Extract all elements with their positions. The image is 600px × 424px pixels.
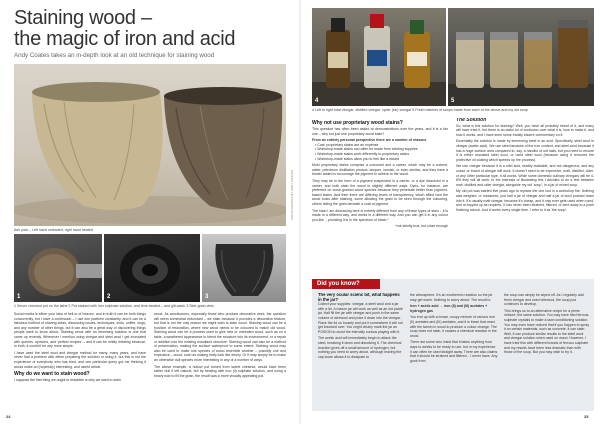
paragraph: the soup can simply be wiped off. As I regularly add fresh vinegar and used wirewool, the soup just continues to develop. <box>504 293 584 307</box>
bullet-item: • Cost: proprietary stains are an expense <box>315 142 379 147</box>
did-you-know-title: Did you know? <box>312 279 380 289</box>
paragraph: You end up with a brown, soupy mixture of various iron (II) acetates and (III) acetates, and it is these that react with the tannin in wood to produce a colour change. The soup does not stain, it causes a chemical reaction in the wood. <box>410 315 497 338</box>
photo-credit: PHOTOGRAPHS BY ANDY COATES <box>290 170 294 220</box>
photo-number-3: 3 <box>205 294 209 300</box>
ash-pots-illustration <box>14 64 286 226</box>
paragraph: They may be in the form of a pigment suspended in a carrier, or a dye dissolved in a carrier, and both stain the wood in slightly different ways. Dyes, for instance, are preferred on close-grained wood species because they penetrate better than pigment-based stains. And then there are differing levels of transparency, which affect how the wood looks after staining, some allowing the grain to be seen through the colouring, others hiding the grain beneath a coat of pigment. <box>312 178 448 206</box>
side-grain-photo <box>202 234 286 302</box>
small-photos-caption: 1 Seven chestnut pot on the lathe 2 Pot stained with iron sulphate solution, and time-treated – and gilt-wash 3 Side-grain view <box>14 304 214 308</box>
paragraph: I have used the steel wool and vinegar method for many, many years, and have never had a problem with either preparing the solution or using it, but this is not the experience of everybody who has tried, and one particular query got me thinking it would make an (hopefully) interesting, and useful article. <box>14 350 146 369</box>
page-number-right: 25 <box>584 414 589 419</box>
paragraph: So, what is this solution for staining? Well, you have all probably heard of it, and many will have tried it, but there is an awful lot of confusion over what it is, how to make it, and how it works, and I have seen some frankly bizarre commentary on it. <box>456 123 594 137</box>
paragraph: Most proprietary stains comprise a colourant and a carrier, which may be a solvent, water, petroleum distillation product, lacquer, varnish, or even shellac, and they have a binder added to encourage the pigment to adhere to the wood. <box>312 163 448 177</box>
paragraph: The acetic acid will immediately begin to attack the steel, breaking it down and dissolving it. The chemical reaction gives off a small amount of hydrogen, but nothing you need to worry about, although leaving the cap loose allows it to dissipate to <box>318 336 402 359</box>
paragraph: Essentially the solution is made by immersing steel in an acid. Specifically, steel wool in vinegar (acetic acid). We use steel because of the iron content, and steel wool because it has a huge surface area compared to, say, a handful of old nails, but you need to ensure it is either uncoated steel wool, or used steel wool (because using it removes the protective oil coating which speeds up the process). <box>456 139 594 162</box>
bullet-item: • Workshop-made stains work differently to proprietary stains <box>315 151 410 156</box>
subhead-reasons: From an entirely personal perspective there are a number of reasons <box>312 138 427 143</box>
ash-pots-photo <box>14 64 286 226</box>
vinegar-bottles-photo <box>312 8 446 106</box>
paragraph: There are some who insist that it takes anything from days to weeks to be ready to use, but in my experience it can often be used straight away. There are also claims that it should be strained and filtered... I never have. Any gunk from <box>410 340 498 363</box>
dyk-column-3 <box>504 293 590 409</box>
page-number-left: 24 <box>6 414 11 419</box>
heading-the-solution: The Solution <box>456 118 487 123</box>
soup-jars-photo <box>448 8 594 106</box>
stained-pot-illustration <box>104 234 200 302</box>
side-grain-illustration <box>202 234 286 302</box>
bullet-item: • Workshop-made stains can often be made from existing supplies <box>315 147 418 152</box>
chemical-equation: Iron + acetic acid → iron (II) and (III) acetates + hydrogen gas <box>410 304 488 313</box>
soup-jars-illustration <box>448 8 594 106</box>
subhead-why-stain: Why do we want to stain wood? <box>14 371 90 378</box>
vinegar-bottles-illustration <box>312 8 446 106</box>
chestnut-pot-illustration <box>14 234 102 302</box>
paragraph: The above example, a hollow pot turned from sweet chestnut, would have been rather dull if left natural, but by treating with iron (ii) sulphate solution, and using a heavy wax to fill the grain, the result was a more visually appealing pot. <box>154 364 286 378</box>
dyk-column-1 <box>318 293 404 409</box>
paragraph: My old pot was started five years ago to replace the one lost in a workshop fire. Nothing was weighed, or measured, just half a jar of vinegar and half a jar of wool pushed down into it. It's usually malt vinegar, because it's cheap, and it only ever gets used when used, and re-topped up as required. It has never been strained, filtered, or sent away to a posh finishing school. And it works every single time. I refer to it as 'the soup'. <box>456 189 594 212</box>
title-line-1: Staining wood – <box>14 7 152 29</box>
paragraph: This brings us to an alternative recipe for a prime mixture, the same solution. You may have tried ferrous sulphate crystals to make a lawn conditioning solution. You may even have noticed that if you happen to spray it on certain materials, such as concrete, it can stain. Well, it can produce similar results to the steel wool and vinegar solution when used on wood. However, I have tried this with different brands of ferrous sulphate and my results have been less dramatic than with those of the soup. But you may wish to try it. <box>504 308 590 355</box>
paragraph: wood. As woodturners, especially those who produce decorative work, the question will seem somewhat redundant – we stain because it provides a decorative feature, but that is not the only reason we might wish to stain wood. Staining wood can be a function of restoration, where new wood needs to be coloured to match old wood. Staining wood can be a process used to give new or untreated wood, such as on a table, a weathered appearance to blend the structure into its environment, or a repair or addition into the existing woodland structure. Staining wood can also be a method of preservation, making the surface waterproof to some extent. Staining wood may also be used to make one species of wood resemble another – possibly one and expensive – wood, such as making leafy look like ebony. Or it may simply be to make an otherwise dull species more interesting in any of a number of ways. <box>154 312 286 362</box>
left-body-column-2 <box>154 312 286 410</box>
standfirst: Andy Coates takes an in-depth look at an old technique for staining wood <box>14 52 215 59</box>
photo-number-1: 1 <box>17 294 21 300</box>
paragraph: We use vinegar because it is a mild acid, readily available, and not dangerous, and any colour or brand of vinegar will work. It doesn't need to be expensive, malt, distilled, cider, or any other particular type, it all works. While some domestic culinary vinegars will be 4-8% they will all work. In the interests of illustrating this I decided to do a test between malt, distilled and cider vinegar, alongside my old 'soup', in a jar of mixed soup. <box>456 164 594 187</box>
paragraph: This question has often been asked at demonstrations over the years, and it is a fair one – why not just use proprietary wood stain? <box>312 127 448 136</box>
ash-pots-caption: Ash pots – Left hand unleaded, right hand treated <box>14 228 93 232</box>
chestnut-pot-lathe-photo <box>14 234 102 302</box>
title-line-2: the magic of iron and acid <box>14 28 236 50</box>
right-body-column-2 <box>456 118 594 274</box>
stained-pot-photo <box>104 234 200 302</box>
article-title <box>14 8 294 50</box>
paragraph: Social media is either your idea of hell or of heaven, and in truth it can be both things concurrently, but I have a confession – I use one platform constantly, and it can be a fabulous method of sharing ideas, discussing issues, techniques, tools, coffee, dogs, and any number of other things, but it can also be a great way of discovering things people want to know about. Staining wood with an ebonising solution is one that came up recently. Whenever I mention using vinegar and steel wool I get inundated with queries, opinions, and 'perfect recipes' – and it can be mildly irritating because, in truth, it couldn't be any more simple. <box>14 312 146 349</box>
paragraph: Collect your supplies: vinegar, a steel wool and a jar with a lid. A mason jar will work as well as an old pickle jar. Half fill the jar with vinegar and push in the same volume of wirewool and poke it down into the vinegar. Place the lid on loosely and put it somewhere it will not get knocked over. You might clearly mark the jar as POISON to avoid the eternally curious playing with it. <box>318 302 403 334</box>
heading-why-not-proprietary: Why not use proprietary wood stains? <box>312 120 403 126</box>
vinegar-photos-caption: 4 Left to right total vinegar, distilled vinegar, cyder (sic) vinegar 5 Fresh batches of soups made from each of the above and my old soup <box>312 108 528 112</box>
paragraph: I suppose the first thing we ought to establish is why we want to stain <box>14 378 121 383</box>
paragraph: The stain I am discussing here is entirely different from any of these types of stain – it is made in a different way, and works in a different way. And you can get it in any colour you like... providing it is in the spectrum of black.* <box>312 208 448 222</box>
footnote: *not strictly true, but close enough <box>395 224 448 229</box>
photo-number-5: 5 <box>451 98 455 104</box>
bullet-item: • Workshop-made stains allow you to feel like a wizard <box>315 156 400 161</box>
page-gutter <box>299 0 301 424</box>
dyk-subhead: The very ocular scienc bit, what happens in the jar? <box>318 293 400 302</box>
left-body-column-1 <box>14 312 146 410</box>
right-body-column-1 <box>312 118 448 274</box>
dyk-column-2 <box>410 293 498 409</box>
photo-number-2: 2 <box>107 294 111 300</box>
paragraph: the atmosphere. It's an exothermic reaction so the jar may get warm. Nothing to worry about. The result is: <box>410 293 493 302</box>
photo-number-4: 4 <box>315 98 319 104</box>
